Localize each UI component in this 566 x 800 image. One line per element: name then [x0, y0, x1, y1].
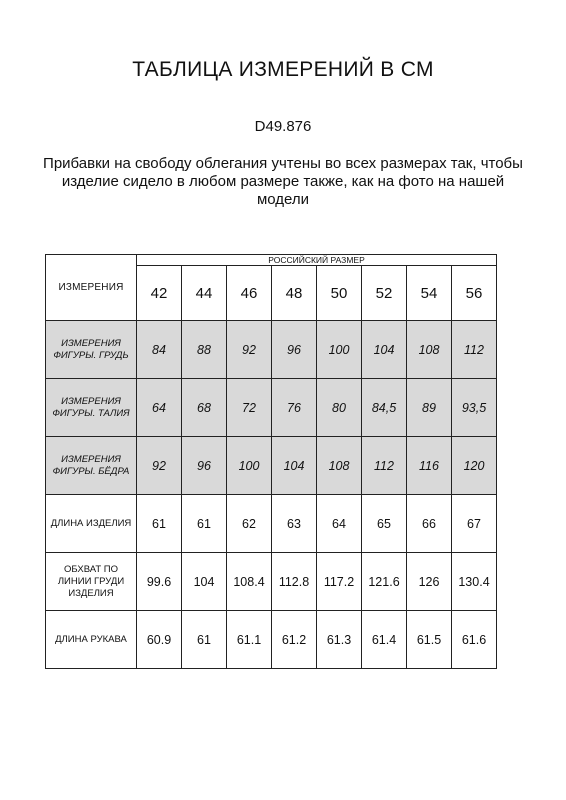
row-label: ИЗМЕРЕНИЯ ФИГУРЫ. ТАЛИЯ: [46, 379, 137, 437]
table-cell: 84,5: [362, 379, 407, 437]
size-header: 46: [227, 266, 272, 321]
table-cell: 100: [227, 437, 272, 495]
size-header: 54: [407, 266, 452, 321]
table-cell: 61.5: [407, 611, 452, 669]
table-cell: 65: [362, 495, 407, 553]
table-cell: 92: [227, 321, 272, 379]
table-cell: 104: [272, 437, 317, 495]
product-code: D49.876: [254, 118, 312, 135]
group-header: РОССИЙСКИЙ РАЗМЕР: [137, 255, 497, 266]
table-row-hips: [46, 437, 497, 495]
table-cell: 89: [407, 379, 452, 437]
table-cell: 104: [362, 321, 407, 379]
table-cell: 126: [407, 553, 452, 611]
table-cell: 68: [182, 379, 227, 437]
table-cell: 112: [362, 437, 407, 495]
table-cell: 61.4: [362, 611, 407, 669]
table-cell: 64: [317, 495, 362, 553]
table-cell: 61: [182, 495, 227, 553]
table-cell: 62: [227, 495, 272, 553]
table-cell: 112.8: [272, 553, 317, 611]
table-cell: 64: [137, 379, 182, 437]
page-title: ТАБЛИЦА ИЗМЕРЕНИЙ В СМ: [132, 58, 434, 81]
table-cell: 108: [407, 321, 452, 379]
row-label: ДЛИНА РУКАВА: [46, 611, 137, 669]
table-row-length: [46, 495, 497, 553]
table-cell: 108: [317, 437, 362, 495]
size-header: 52: [362, 266, 407, 321]
table-cell: 66: [407, 495, 452, 553]
table-cell: 88: [182, 321, 227, 379]
table-cell: 92: [137, 437, 182, 495]
table-cell: 60.9: [137, 611, 182, 669]
table-cell: 67: [452, 495, 497, 553]
table-cell: 121.6: [362, 553, 407, 611]
table-cell: 116: [407, 437, 452, 495]
table-cell: 61.6: [452, 611, 497, 669]
size-header: 48: [272, 266, 317, 321]
size-header: 50: [317, 266, 362, 321]
table-row-sleeve: [46, 611, 497, 669]
table-cell: 120: [452, 437, 497, 495]
table-cell: 104: [182, 553, 227, 611]
size-header: 56: [452, 266, 497, 321]
row-label: ИЗМЕРЕНИЯ ФИГУРЫ. БЁДРА: [46, 437, 137, 495]
table-cell: 84: [137, 321, 182, 379]
table-cell: 117.2: [317, 553, 362, 611]
table-cell: 93,5: [452, 379, 497, 437]
table-cell: 61: [182, 611, 227, 669]
table-cell: 100: [317, 321, 362, 379]
table-header-row: [46, 255, 497, 266]
table-cell: 108.4: [227, 553, 272, 611]
row-label: ОБХВАТ ПО ЛИНИИ ГРУДИ ИЗДЕЛИЯ: [46, 553, 137, 611]
table-cell: 61.1: [227, 611, 272, 669]
row-label: ИЗМЕРЕНИЯ ФИГУРЫ. ГРУДЬ: [46, 321, 137, 379]
corner-label: ИЗМЕРЕНИЯ: [46, 255, 137, 321]
row-label: ДЛИНА ИЗДЕЛИЯ: [46, 495, 137, 553]
table-cell: 61.3: [317, 611, 362, 669]
table-cell: 72: [227, 379, 272, 437]
table-cell: 80: [317, 379, 362, 437]
table-cell: 76: [272, 379, 317, 437]
size-table: [45, 254, 497, 669]
table-cell: 112: [452, 321, 497, 379]
table-cell: 99.6: [137, 553, 182, 611]
table-cell: 61.2: [272, 611, 317, 669]
table-cell: 61: [137, 495, 182, 553]
table-cell: 96: [182, 437, 227, 495]
table-row-chest-garment: [46, 553, 497, 611]
size-header: 42: [137, 266, 182, 321]
size-header: 44: [182, 266, 227, 321]
fit-note: Прибавки на свободу облегания учтены во всех размерах так, чтобы изделие сидело в любом размере также, как на фото на нашей модели: [43, 155, 523, 208]
table-cell: 63: [272, 495, 317, 553]
table-cell: 96: [272, 321, 317, 379]
table-cell: 130.4: [452, 553, 497, 611]
table-row-bust: [46, 321, 497, 379]
table-row-waist: [46, 379, 497, 437]
